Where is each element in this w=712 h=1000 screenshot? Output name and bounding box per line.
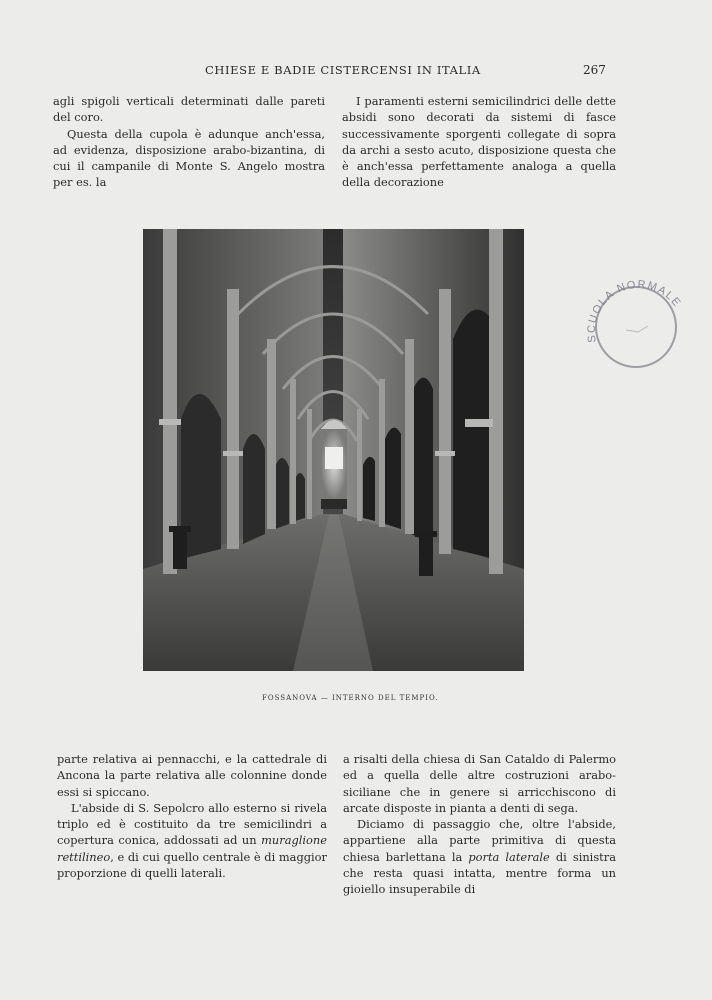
paragraph: parte relativa ai pennacchi, e la cattedrale di Ancona la parte relativa alle colonnine donde essi si spiccano. <box>57 752 327 799</box>
italic-term: porta laterale <box>468 849 550 864</box>
text-column-bottom-right <box>343 751 616 898</box>
paragraph: I paramenti esterni semicilindrici delle dette absidi sono decorati da sistemi di fasce successivamente sporgenti collegate di sopra da archi a sesto acuto, disposizione questa che è anch'essa perfettamente analoga a quella della decorazione <box>342 94 616 190</box>
library-stamp <box>578 272 694 382</box>
text-span: di sinistra che resta quasi intatta, mentre forma un gioiello insuperabile di <box>343 849 616 897</box>
paragraph: agli spigoli verticali determinati dalle pareti del coro. <box>53 94 325 125</box>
paragraph: Questa della cupola è adunque anch'essa, ad evidenza, disposizione arabo-bizantina, di cui il campanile di Monte S. Angelo mostra per es. la <box>53 126 325 190</box>
figure-caption: FOSSANOVA — INTERNO DEL TEMPIO. <box>262 694 439 702</box>
running-title: CHIESE E BADIE CISTERCENSI IN ITALIA <box>205 63 481 77</box>
text-span: L'abside di S. Sepolcro allo esterno si rivela triplo ed è costituito da tre semicilindri a copertura conica, addossati ad un <box>57 800 327 848</box>
text-column-bottom-left <box>57 751 327 881</box>
italic-term: muraglione rettilineo <box>57 833 327 864</box>
svg-text:SCUOLA NORMALE: SCUOLA NORMALE <box>585 278 684 344</box>
stamp-seal <box>578 272 694 382</box>
nave-illustration <box>143 229 524 671</box>
text-column-top-left <box>53 93 325 191</box>
paragraph <box>57 800 327 881</box>
text-column-top-right <box>342 93 616 191</box>
text-span: Diciamo di passaggio che, oltre l'abside, appartiene alla parte primitiva di questa chiesa barlettana la <box>343 817 616 864</box>
photograph-church-interior <box>143 229 524 671</box>
page-number: 267 <box>583 63 606 77</box>
text-span: , e di cui quello centrale è di maggior proporzione di quelli laterali. <box>57 849 327 881</box>
paragraph: a risalti della chiesa di San Cataldo di Palermo ed a quella delle altre costruzioni arabo-siciliane che in genere si arricchiscono di arcate disposte in pianta a denti di sega. <box>343 752 616 815</box>
paragraph <box>343 816 616 897</box>
